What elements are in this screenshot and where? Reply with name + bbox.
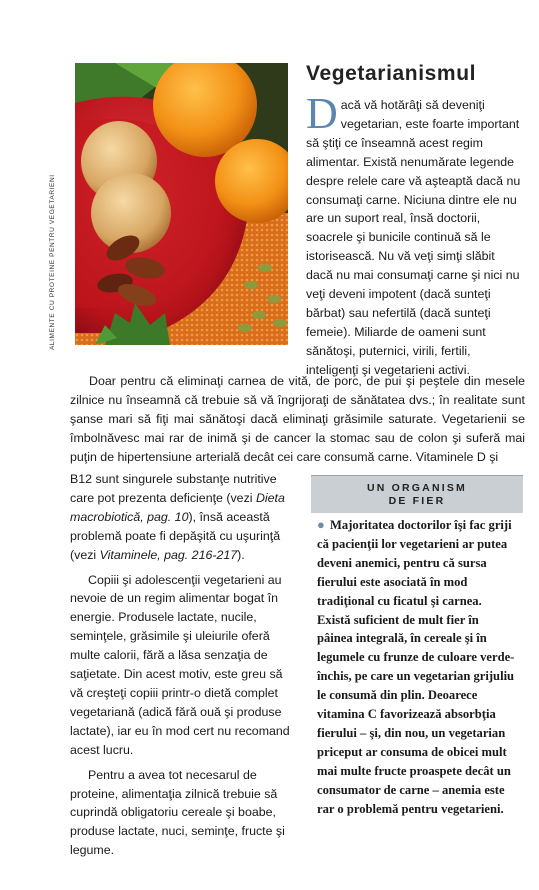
food-photo: [75, 63, 288, 345]
drop-cap: D: [306, 89, 338, 138]
body-paragraph: Copiii şi adolescenţii vegetarieni au nevoie de un regim alimentar bogat în energie. Produsele lactate, nucile, seminţele, grăsimile şi uleiurile oferă multe calorii, fără a lăsa senzaţia de saţietate. Din acest motiv, este greu să vă creşteţi copiii printr-o dietă complet vegetariană (adică fără ouă şi produse lactate), iar eu în mod cert nu recomand acest lucru.: [70, 572, 290, 757]
photo-caption: ALIMENTE CU PROTEINE PENTRU VEGETARIENI: [49, 174, 56, 350]
text-segment: ), însă această problemă poate fi depăşită cu uşurinţă (vezi: [70, 509, 281, 562]
cross-reference: Vitaminele, pag. 216-217: [99, 547, 238, 562]
text-segment: B12 sunt singurele substanţe nutritive care pot prezenta deficienţe (vezi: [70, 472, 277, 505]
article-title: Vegetarianismul: [306, 62, 477, 85]
sidebar-heading-line: DE FIER: [388, 495, 446, 507]
sidebar-heading-line: UN ORGANISM: [366, 482, 468, 494]
text-segment: ).: [237, 547, 245, 562]
body-paragraph: Doar pentru că eliminaţi carnea de vită, de porc, de pui şi peştele din mesele zilnice nu înseamnă că trebuie să vă îngrijoraţi de sănătatea dvs.; în realitate sunt şanse mari să fiţi mai sănătoşi dacă eliminaţi grăsimile saturate. Vegetarienii se îmbolnăvesc mai rar de inimă şi de cancer la stomac sau de colon şi suferă mai puţin de hipertensiune arterială decât cei care consumă carne. Vitaminele D şi: [70, 374, 525, 464]
food-illustration: [75, 63, 288, 345]
body-paragraph: Pentru a avea tot necesarul de proteine, alimentaţia zilnică trebuie să cuprindă obligatoriu cereale şi boabe, produse lactate, nuci, seminţe, fructe şi legume.: [70, 767, 285, 858]
intro-paragraph: [306, 89, 521, 380]
sidebar-body-text: Majoritatea doctorilor îşi fac griji că pacienţii lor vegetarieni ar putea deveni anemici, pentru că sursa fierului este asociată în mod tradiţional cu ficatul şi carnea. Există suficient de mult fier în pâinea integrală, în cereale şi în legumele cu frunze de culoare verde-închis, pe care un vegetarian grijuliu le consumă din plin. Deoarece vitamina C favorizează absorbţia fierului – şi, din nou, un vegetarian priceput ar consuma de obicei mult mai multe fructe proaspete decât un consumator de carne – anemia este rar o problemă pentru vegetarieni.: [317, 518, 515, 816]
sidebar-heading: [311, 475, 523, 513]
left-column: [70, 470, 298, 860]
bullet-icon: ●: [317, 517, 325, 532]
body-paragraph-continued: [70, 470, 298, 565]
sidebar-text: [317, 516, 515, 819]
cross-reference: Dieta macrobiotică, pag. 10: [70, 490, 285, 524]
intro-text: acă vă hotărâţi să deveniţi vegetarian, este foarte important să ştiţi ce înseamnă acest regim alimentar. Există nenumărate legende despre relele care vă aşteaptă dacă nu consumaţi carne. Niciuna dintre ele nu are un suport real, însă doctorii, soacrele şi bunicile continuă să le istorisească. Nu vă veţi simţi slăbit dacă nu mai consumaţi carne şi nici nu veţi deveni impotent (dacă sunteţi bărbat) sau nefertilă (dacă sunteţi femeie). Miliarde de oameni sunt sănătoşi, puternici, virili, fertili, inteligenţi şi vegetarieni activi.: [306, 98, 521, 377]
